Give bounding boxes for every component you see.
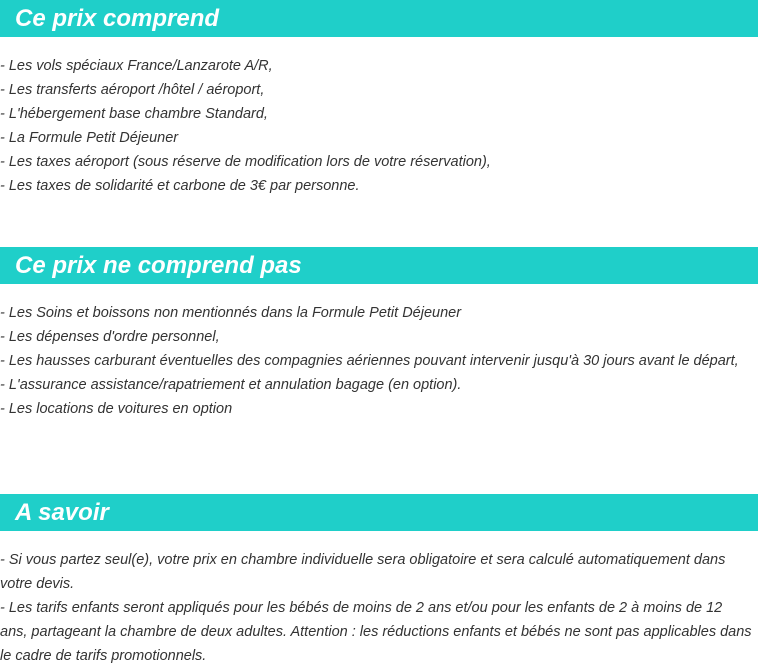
- included-header: Ce prix comprend: [0, 0, 758, 37]
- list-item: - La Formule Petit Déjeuner: [0, 130, 179, 146]
- list-item: - Les transferts aéroport /hôtel / aéroport,: [0, 82, 265, 98]
- list-item: - Les Soins et boissons non mentionnés dans la Formule Petit Déjeuner: [0, 305, 462, 321]
- info-paragraph: - Les tarifs enfants seront appliqués pour les bébés de moins de 2 ans et/ou pour les enfants de 2 à moins de 12 ans, partageant la chambre de deux adultes. Attention : les réductions enfants et bébés ne sont pas applicables dans le cadre de tarifs promotionnels.: [0, 600, 752, 664]
- good-to-know-header: A savoir: [0, 494, 758, 531]
- list-item: - Les taxes aéroport (sous réserve de modification lors de votre réservation),: [0, 154, 491, 170]
- included-list: [0, 54, 758, 198]
- list-item: - L'assurance assistance/rapatriement et annulation bagage (en option).: [0, 377, 462, 393]
- list-item: - Les locations de voitures en option: [0, 401, 233, 417]
- list-item: - Les taxes de solidarité et carbone de 3€ par personne.: [0, 178, 360, 194]
- info-paragraph: - Si vous partez seul(e), votre prix en chambre individuelle sera obligatoire et sera calculé automatiquement dans votre devis.: [0, 552, 726, 592]
- list-item: - Les dépenses d'ordre personnel,: [0, 329, 220, 345]
- list-item: - Les vols spéciaux France/Lanzarote A/R,: [0, 58, 273, 74]
- list-item: - Les hausses carburant éventuelles des compagnies aériennes pouvant intervenir jusqu'à 30 jours avant le départ,: [0, 353, 739, 369]
- not-included-header: Ce prix ne comprend pas: [0, 247, 758, 284]
- good-to-know-section: [0, 494, 758, 668]
- not-included-section: [0, 247, 758, 421]
- list-item: - L'hébergement base chambre Standard,: [0, 106, 268, 122]
- included-section: [0, 0, 758, 198]
- not-included-list: [0, 301, 758, 421]
- good-to-know-body: [0, 548, 758, 668]
